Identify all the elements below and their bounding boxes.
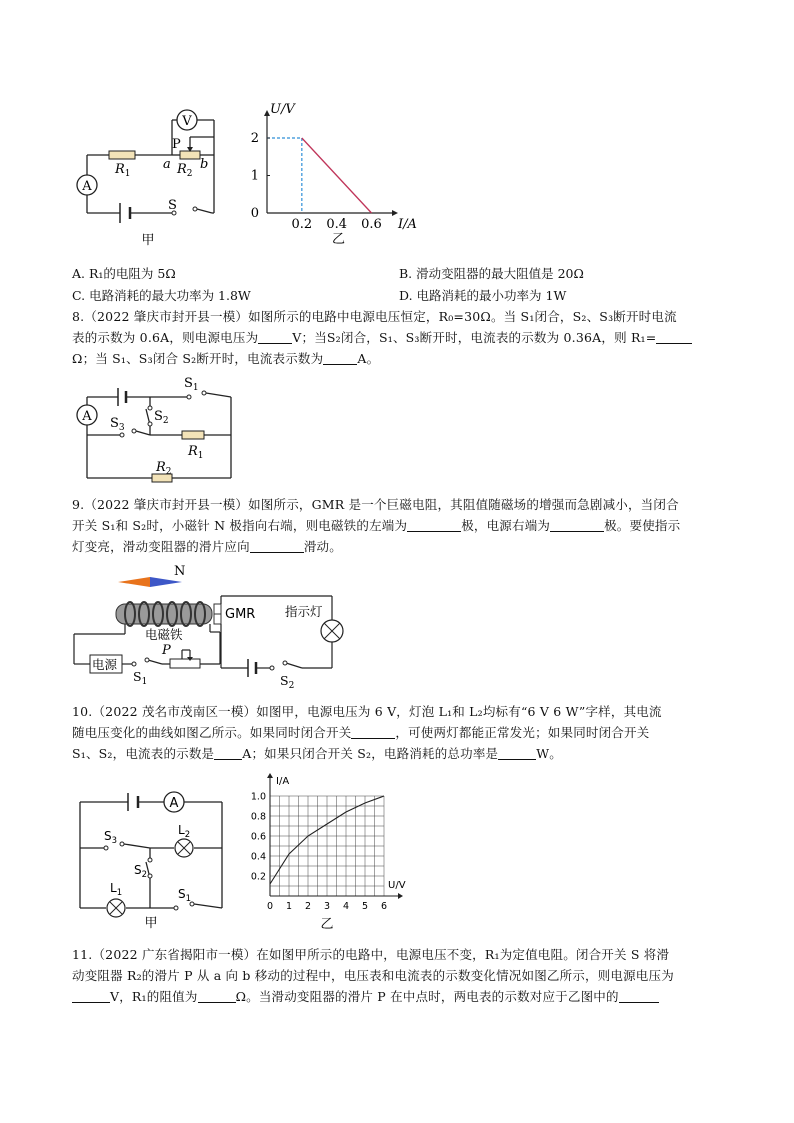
switch-contact [104,846,108,850]
q11-line-1: 11.（2022 广东省揭阳市一模）在如图甲所示的电路中，电源电压不变，R₁为定值电阻。闭合开关 S 将滑 [72,947,670,962]
switch-contact [120,433,124,437]
q11-line-3: V，R₁的阻值为 Ω。当滑动变阻器的滑片 P 在中点时，两电表的示数对应于乙图中的 [72,986,722,1007]
switch-contact [148,422,152,426]
answer-blank[interactable] [550,519,604,532]
answer-blank[interactable] [407,519,461,532]
y-tick-label: 1 [250,168,259,184]
x-axis-label: U/V [388,880,406,891]
switch-contact [120,842,124,846]
switch-contact [283,661,287,665]
y-axis-arrow [267,773,273,778]
s3-label: $S_3$ [104,829,118,846]
q9-electromagnet-diagram [70,562,350,692]
y-tick-label: 0.8 [250,811,266,823]
x-tick-label: 4 [342,901,350,912]
answer-blank[interactable] [72,990,110,1003]
rheostat [170,659,200,668]
slider-p-label: P [162,643,171,658]
switch-contact [148,858,152,862]
q8-circuit-diagram [72,375,242,485]
resistor-r1 [182,431,204,439]
compass-needle-s [118,577,150,587]
q8-line-2: 表的示数为 0.6A，则电源电压为 V；当S₂闭合，S₁、S₃断开时，电流表的示数为 0.36A，则 R₁= [72,327,722,348]
s2-label: $S_2$ [134,863,148,880]
q10-line-2: 随电压变化的曲线如图乙所示。如果同时闭合开关 ，可使两灯都能正常发光；如果同时闭合开关 [72,725,650,740]
q7-option-d: D. 电路消耗的最小功率为 1W [399,288,567,303]
s1-label: $S_1$ [184,376,199,393]
r1-label: $R_1$ [188,444,204,461]
y-tick-label: 0 [250,206,259,221]
x-axis-arrow [398,893,403,899]
q11-line-2: 动变阻器 R₂的滑片 P 从 a 向 b 移动的过程中，电压表和电流表的示数变化情况如图乙所示，则电源电压为 [72,968,674,983]
q7-u-i-graph [245,100,415,245]
north-label: N [174,564,186,579]
resistor-r1 [109,151,135,159]
switch-contact [270,666,274,670]
gmr-label: GMR [225,607,256,622]
x-tick-label: 0 [266,901,274,912]
switch-contact [202,391,206,395]
x-tick-label: 0.4 [326,217,348,232]
figure-caption: 乙 [320,917,334,932]
answer-blank[interactable] [258,331,292,344]
switch-contact [193,207,197,211]
x-tick-label: 2 [304,901,312,912]
y-axis-label: U/V [270,102,295,117]
s1-label: $S_1$ [133,669,148,687]
q7-option-b: B. 滑动变阻器的最大阻值是 20Ω [399,266,584,281]
answer-blank[interactable] [198,990,236,1003]
switch-contact [148,406,152,410]
y-axis-label: I/A [276,776,290,787]
resistor-r2 [180,151,200,159]
x-tick-label: 0.2 [291,217,313,232]
q9-line-1: 9.（2022 肇庆市封开县一模）如图所示，GMR 是一个巨磁电阻，其阻值随磁场的增强而急剧减小，当闭合 [72,497,679,512]
q7-circuit-diagram [72,105,232,250]
switch-contact [145,658,149,662]
figure-caption: 甲 [141,233,155,248]
voltmeter-label: V [182,114,192,129]
switch-contact [187,395,191,399]
y-tick-label: 0.2 [250,871,266,883]
q8-text [72,306,722,369]
answer-blank[interactable] [498,747,536,760]
x-tick-label: 3 [323,901,331,912]
data-line [302,138,372,213]
answer-blank[interactable] [250,540,304,553]
s2-label: $S_2$ [154,409,169,426]
q8-line-1: 8.（2022 肇庆市封开县一模）如图所示的电路中电源电压恒定，R₀=30Ω。当 S₁闭合，S₂、S₃断开时电流 [72,309,677,324]
r2-label: $R_2$ [177,162,193,179]
figure-caption: 乙 [331,232,346,247]
switch-contact [174,906,178,910]
q7-option-a: A. R₁的电阻为 5Ω [72,266,176,281]
q7-option-c: C. 电路消耗的最大功率为 1.8W [72,288,251,303]
terminal-a-label: a [163,157,171,172]
x-tick-label: 5 [361,901,369,912]
x-axis-label: I/A [398,217,417,232]
x-tick-label: 6 [380,901,388,912]
answer-blank[interactable] [656,331,692,344]
q10-text [72,701,722,764]
q10-line-1: 10.（2022 茂名市茂南区一模）如图甲，电源电压为 6 V，灯泡 L₁和 L₂均标有“6 V 6 W”字样，其电流 [72,704,662,719]
answer-blank[interactable] [351,726,395,739]
q10-line-3: S₁、S₂，电流表的示数是 A；如果只闭合开关 S₂，电路消耗的总功率是 W。 [72,746,562,761]
switch-contact [132,429,136,433]
power-source-label: 电源 [92,657,118,672]
switch-contact [132,662,136,666]
q9-line-2: 开关 S₁和 S₂时，小磁针 N 极指向右端，则电磁铁的左端为 极，电源右端为 极。要使指示 [72,518,681,533]
q11-text [72,944,722,1007]
terminal-b-label: b [200,157,209,172]
y-tick-label: 2 [250,131,259,146]
slider-p-label: P [172,137,181,152]
answer-blank[interactable] [214,747,242,760]
answer-blank[interactable] [619,990,659,1003]
electromagnet-label: 电磁铁 [145,627,183,642]
ammeter-label: A [169,796,179,811]
y-tick-label: 0.6 [250,831,266,843]
ammeter-label: A [82,179,92,194]
q9-line-3: 灯变亮，滑动变阻器的滑片应向 滑动。 [72,539,342,554]
figure-caption: 甲 [144,916,158,931]
x-axis-arrow [392,210,398,216]
y-tick-label: 0.4 [250,851,266,863]
ammeter-label: A [82,409,92,424]
l1-label: $L_1$ [110,881,123,898]
y-tick-label: 1.0 [250,791,266,803]
r1-label: $R_1$ [115,162,131,179]
switch-s-label: S [168,198,177,213]
s3-label: $S_3$ [110,416,125,433]
s2-label: $S_2$ [280,673,295,691]
q10-i-u-graph [245,770,420,940]
lamp-label: 指示灯 [285,604,323,619]
q9-text [72,494,722,557]
l2-label: $L_2$ [178,823,191,840]
s1-label: $S_1$ [178,887,192,904]
answer-blank[interactable] [323,352,357,365]
r2-label: $R_2$ [156,460,172,477]
x-tick-label: 0.6 [361,217,382,232]
q10-circuit-diagram [72,790,232,930]
q8-line-3: Ω；当 S₁、S₃闭合 S₂断开时，电流表示数为 A。 [72,351,380,366]
switch-contact [148,874,152,878]
x-tick-label: 1 [285,901,293,912]
